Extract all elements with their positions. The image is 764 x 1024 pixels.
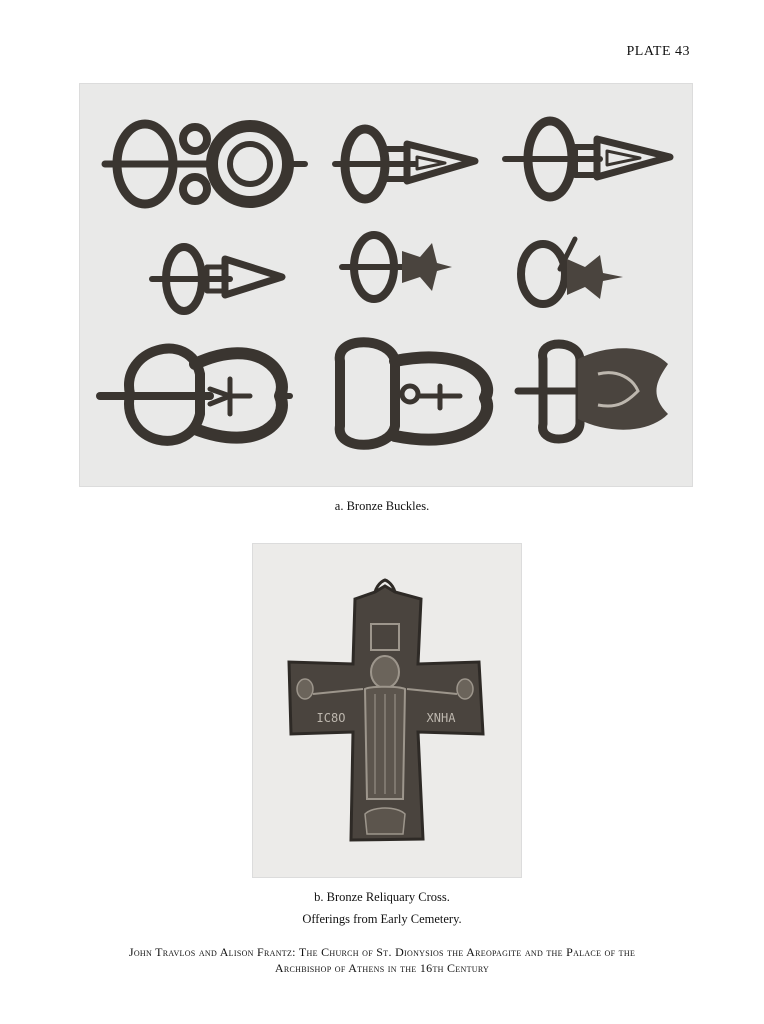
caption-offerings: Offerings from Early Cemetery. [302, 912, 462, 926]
buckle-1 [105, 124, 305, 204]
cross-illustration [253, 544, 521, 877]
buckle-5 [342, 235, 452, 299]
buckles-illustration [80, 84, 692, 486]
buckle-8 [340, 342, 487, 445]
caption-cross: b. Bronze Reliquary Cross. [314, 890, 450, 904]
page-footer [40, 944, 724, 976]
cross-inscription-right: XNHA [426, 711, 456, 725]
buckle-7 [100, 349, 290, 441]
buckle-3 [505, 121, 670, 197]
cross-photo [252, 543, 522, 878]
buckle-4 [152, 247, 282, 311]
footer-line-2: Archbishop of Athens in the 16th Century [274, 961, 490, 975]
plate-number: PLATE 43 [626, 44, 690, 59]
caption-buckles: a. Bronze Buckles. [334, 499, 430, 513]
cross-inscription-left: IC8O [316, 711, 346, 725]
buckle-9 [518, 344, 668, 439]
buckle-2 [335, 129, 475, 199]
buckle-6 [521, 239, 623, 304]
footer-line-1: John Travlos and Alison Frantz: The Church of St. Dionysios the Areopagite and the Palace of the [128, 945, 636, 959]
buckles-photo [79, 83, 693, 487]
